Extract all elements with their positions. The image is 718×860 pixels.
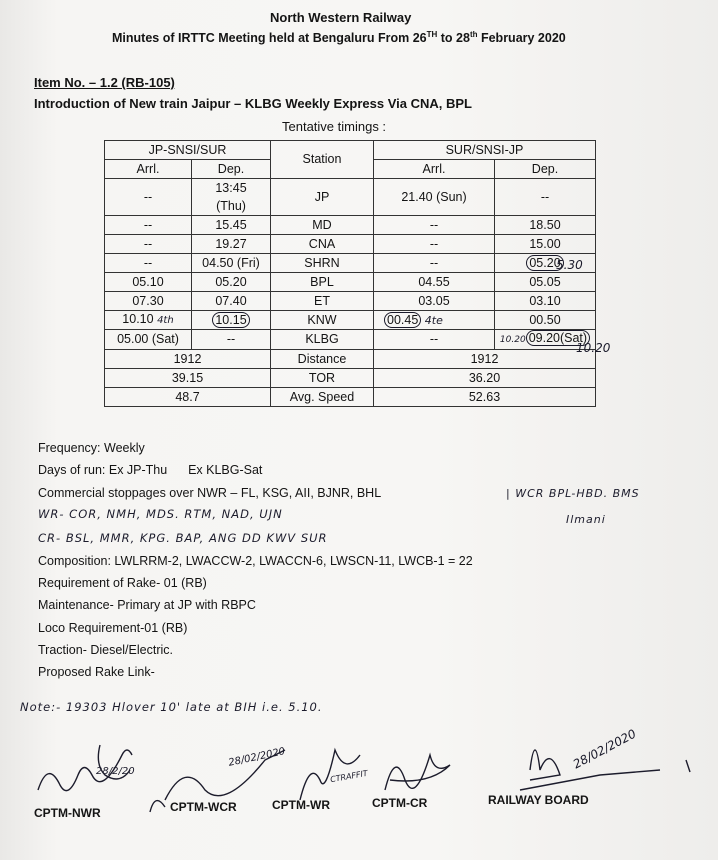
cell-station: KNW <box>271 311 374 330</box>
cell-arrival: -- <box>105 235 192 254</box>
cell-arrival: -- <box>105 216 192 235</box>
cell-station: BPL <box>271 273 374 292</box>
cell-station: JP <box>271 179 374 216</box>
cell-summary-label: TOR <box>271 369 374 388</box>
cell-summary: 52.63 <box>374 388 596 407</box>
cell-station: MD <box>271 216 374 235</box>
nwr-sign-date: 28/2/20 <box>96 766 135 777</box>
cell-departure: 04.50 (Fri) <box>192 254 271 273</box>
cr-stoppages: CR- BSL, MMR, KPG. BAP, ANG DD KWV SUR <box>38 531 328 545</box>
cell-departure: 07.40 <box>192 292 271 311</box>
cell-summary: 48.7 <box>105 388 271 407</box>
handwritten-shrn-time: 5.30 <box>556 258 583 272</box>
handwritten-note: Note:- 19303 Hlover 10' late at BIH i.e. 5.10. <box>20 700 323 714</box>
cell-station: ET <box>271 292 374 311</box>
wcr-side-note: | WCR BPL-HBD. BMS <box>506 487 640 500</box>
cell-departure: -- <box>192 330 271 350</box>
days-of-run: Days of run: Ex JP-Thu Ex KLBG-Sat <box>38 463 263 477</box>
cell-arrival: 00.45 4te <box>374 311 495 330</box>
cell-departure: -- <box>495 179 596 216</box>
signatory-railway-board: RAILWAY BOARD <box>488 793 589 807</box>
cell-departure: 15.00 <box>495 235 596 254</box>
maintenance: Maintenance- Primary at JP with RBPC <box>38 598 256 612</box>
cell-arrival: -- <box>105 254 192 273</box>
dep-header: Dep. <box>192 160 271 179</box>
cell-departure: 05.05 <box>495 273 596 292</box>
tentative-timings-label: Tentative timings : <box>282 119 387 134</box>
signatory-cptm-wr: CPTM-WR <box>272 798 330 812</box>
cell-departure: 05.20 <box>192 273 271 292</box>
cell-arrival: 10.10 4th <box>105 311 192 330</box>
cell-arrival: -- <box>374 254 495 273</box>
cell-departure: 15.45 <box>192 216 271 235</box>
cell-arrival: 05.00 (Sat) <box>105 330 192 350</box>
cell-departure: 18.50 <box>495 216 596 235</box>
wr-sign-scrawl: CTRAFFIT <box>329 768 369 785</box>
traction: Traction- Diesel/Electric. <box>38 643 173 657</box>
cell-departure: 19.27 <box>192 235 271 254</box>
cell-arrival: 07.30 <box>105 292 192 311</box>
composition: Composition: LWLRRM-2, LWACCW-2, LWACCN-6, LWSCN-11, LWCB-1 = 22 <box>38 554 473 568</box>
cell-station: SHRN <box>271 254 374 273</box>
rake-link: Proposed Rake Link- <box>38 665 155 679</box>
arr-header: Arrl. <box>105 160 192 179</box>
cell-arrival: -- <box>374 216 495 235</box>
cell-summary: 1912 <box>105 350 271 369</box>
cell-arrival: 05.10 <box>105 273 192 292</box>
handwritten-klbg-time: 10.20 <box>576 341 611 355</box>
cell-arrival: 03.05 <box>374 292 495 311</box>
frequency: Frequency: Weekly <box>38 441 145 455</box>
signatory-cptm-nwr: CPTM-NWR <box>34 806 101 820</box>
cell-summary-label: Avg. Speed <box>271 388 374 407</box>
cell-summary: 1912 <box>374 350 596 369</box>
group-header-right: SUR/SNSI-JP <box>374 141 596 160</box>
commercial-stoppages: Commercial stoppages over NWR – FL, KSG, AII, BJNR, BHL <box>38 486 382 500</box>
cell-departure: 10.20 09.20(Sat) <box>495 330 596 350</box>
cell-arrival: -- <box>105 179 192 216</box>
cell-departure: 10.15 <box>192 311 271 330</box>
cell-summary-label: Distance <box>271 350 374 369</box>
wcr-side-note-2: Ilmani <box>566 513 606 526</box>
wcr-sign-date: 28/02/2020 <box>227 746 287 769</box>
cell-departure: 13:45 (Thu) <box>192 179 271 216</box>
cell-arrival: -- <box>374 235 495 254</box>
cell-departure: 00.50 <box>495 311 596 330</box>
cell-arrival: 04.55 <box>374 273 495 292</box>
cell-arrival: -- <box>374 330 495 350</box>
railway-name: North Western Railway <box>270 10 412 25</box>
cell-summary: 36.20 <box>374 369 596 388</box>
cell-departure: 03.10 <box>495 292 596 311</box>
minutes-heading: Minutes of IRTTC Meeting held at Bengaluru From 26TH to 28th February 2020 <box>112 30 566 46</box>
item-title: Introduction of New train Jaipur – KLBG Weekly Express Via CNA, BPL <box>34 96 473 111</box>
station-header: Station <box>271 141 374 179</box>
group-header-left: JP-SNSI/SUR <box>105 141 271 160</box>
arr-header: Arrl. <box>374 160 495 179</box>
cell-station: CNA <box>271 235 374 254</box>
rake-requirement: Requirement of Rake- 01 (RB) <box>38 576 207 590</box>
cell-arrival: 21.40 (Sun) <box>374 179 495 216</box>
signatory-cptm-cr: CPTM-CR <box>372 796 428 810</box>
signatory-cptm-wcr: CPTM-WCR <box>170 800 237 814</box>
dep-header: Dep. <box>495 160 596 179</box>
cell-summary: 39.15 <box>105 369 271 388</box>
rb-sign-date: 28/02/2020 <box>570 726 639 772</box>
cell-departure: 05.20 <box>495 254 596 273</box>
item-number: Item No. – 1.2 (RB-105) <box>34 75 175 90</box>
wr-stoppages: WR- COR, NMH, MDS. RTM, NAD, UJN <box>38 507 283 521</box>
loco-requirement: Loco Requirement-01 (RB) <box>38 621 188 635</box>
cell-station: KLBG <box>271 330 374 350</box>
